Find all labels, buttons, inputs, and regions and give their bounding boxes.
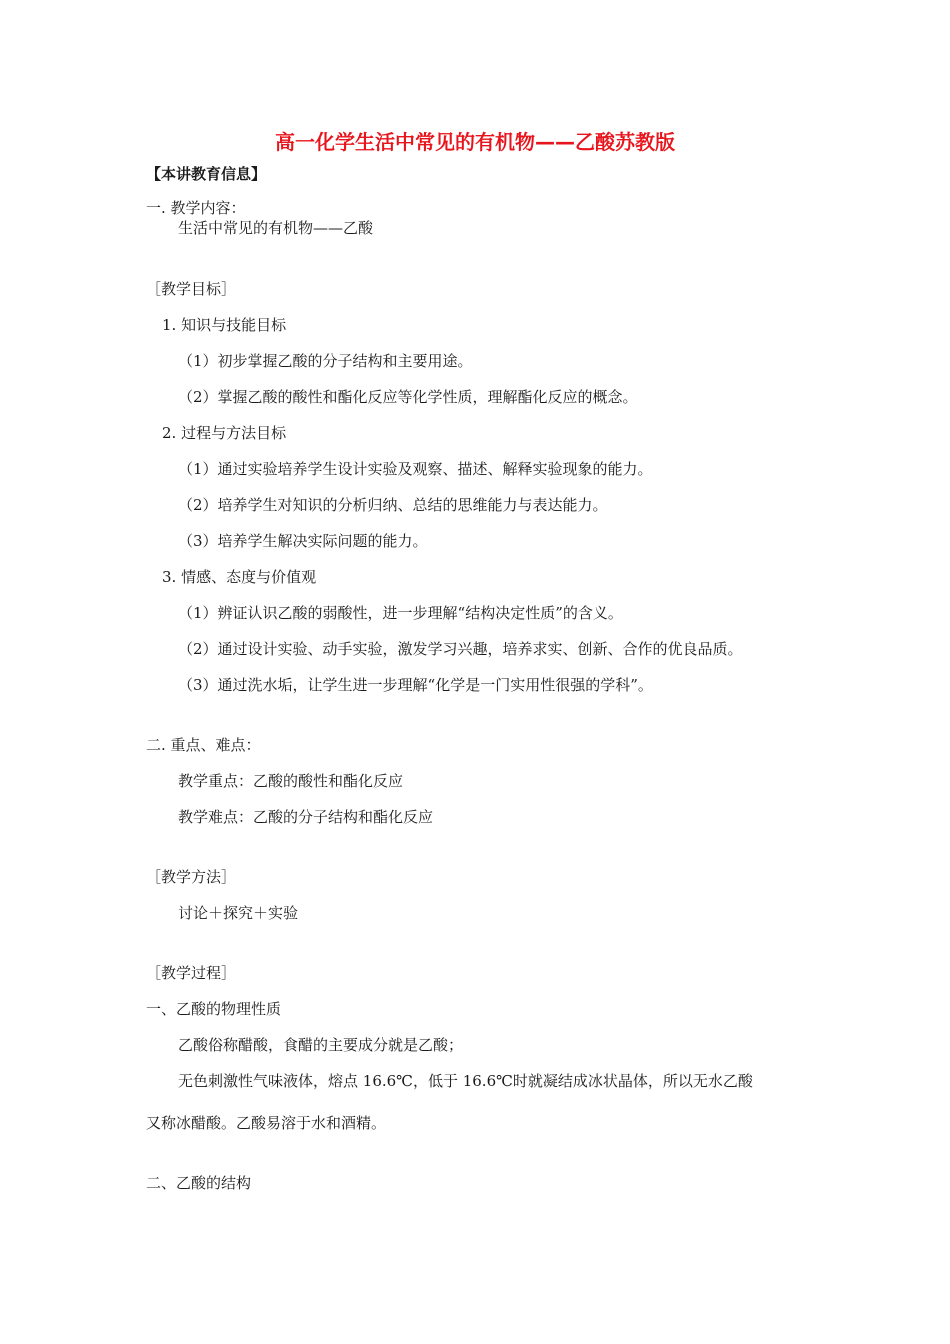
section-teaching-content-heading: 一. 教学内容：	[146, 199, 246, 217]
objective-group-1: 1. 知识与技能目标	[162, 316, 287, 334]
teaching-content: 生活中常见的有机物——乙酸	[178, 219, 374, 237]
structure-heading: 二、乙酸的结构	[146, 1174, 252, 1192]
paragraph: 乙酸俗称醋酸，食醋的主要成分就是乙酸；	[178, 1036, 464, 1054]
objective-group-2: 2. 过程与方法目标	[162, 424, 287, 442]
objectives-heading: ［教学目标］	[146, 280, 237, 298]
objective-item: （2）培养学生对知识的分析归纳、总结的思维能力与表达能力。	[178, 496, 608, 514]
objective-item: （1）辨证认识乙酸的弱酸性，进一步理解“结构决定性质”的含义。	[178, 604, 623, 622]
objective-item: （1）初步掌握乙酸的分子结构和主要用途。	[178, 352, 473, 370]
objective-group-3: 3. 情感、态度与价值观	[162, 568, 317, 586]
key-point: 教学重点：乙酸的酸性和酯化反应	[178, 772, 404, 790]
physical-properties-heading: 一、乙酸的物理性质	[146, 1000, 282, 1018]
paragraph: 无色刺激性气味液体，熔点 16.6℃，低于 16.6℃时就凝结成冰状晶体，所以无水乙酸	[178, 1072, 753, 1090]
objective-item: （1）通过实验培养学生设计实验及观察、描述、解释实验现象的能力。	[178, 460, 653, 478]
process-heading: ［教学过程］	[146, 964, 237, 982]
section-key-points-heading: 二. 重点、难点：	[146, 736, 261, 754]
paragraph: 又称冰醋酸。乙酸易溶于水和酒精。	[146, 1114, 387, 1132]
objective-item: （3）通过洗水垢，让学生进一步理解“化学是一门实用性很强的学科”。	[178, 676, 653, 694]
method-heading: ［教学方法］	[146, 868, 237, 886]
objective-item: （3）培养学生解决实际问题的能力。	[178, 532, 428, 550]
info-header: 【本讲教育信息】	[146, 165, 267, 183]
objective-item: （2）掌握乙酸的酸性和酯化反应等化学性质，理解酯化反应的概念。	[178, 388, 638, 406]
method-content: 讨论＋探究＋实验	[178, 904, 299, 922]
difficult-point: 教学难点：乙酸的分子结构和酯化反应	[178, 808, 434, 826]
document-title: 高一化学生活中常见的有机物——乙酸苏教版	[275, 130, 675, 154]
objective-item: （2）通过设计实验、动手实验，激发学习兴趣，培养求实、创新、合作的优良品质。	[178, 640, 743, 658]
